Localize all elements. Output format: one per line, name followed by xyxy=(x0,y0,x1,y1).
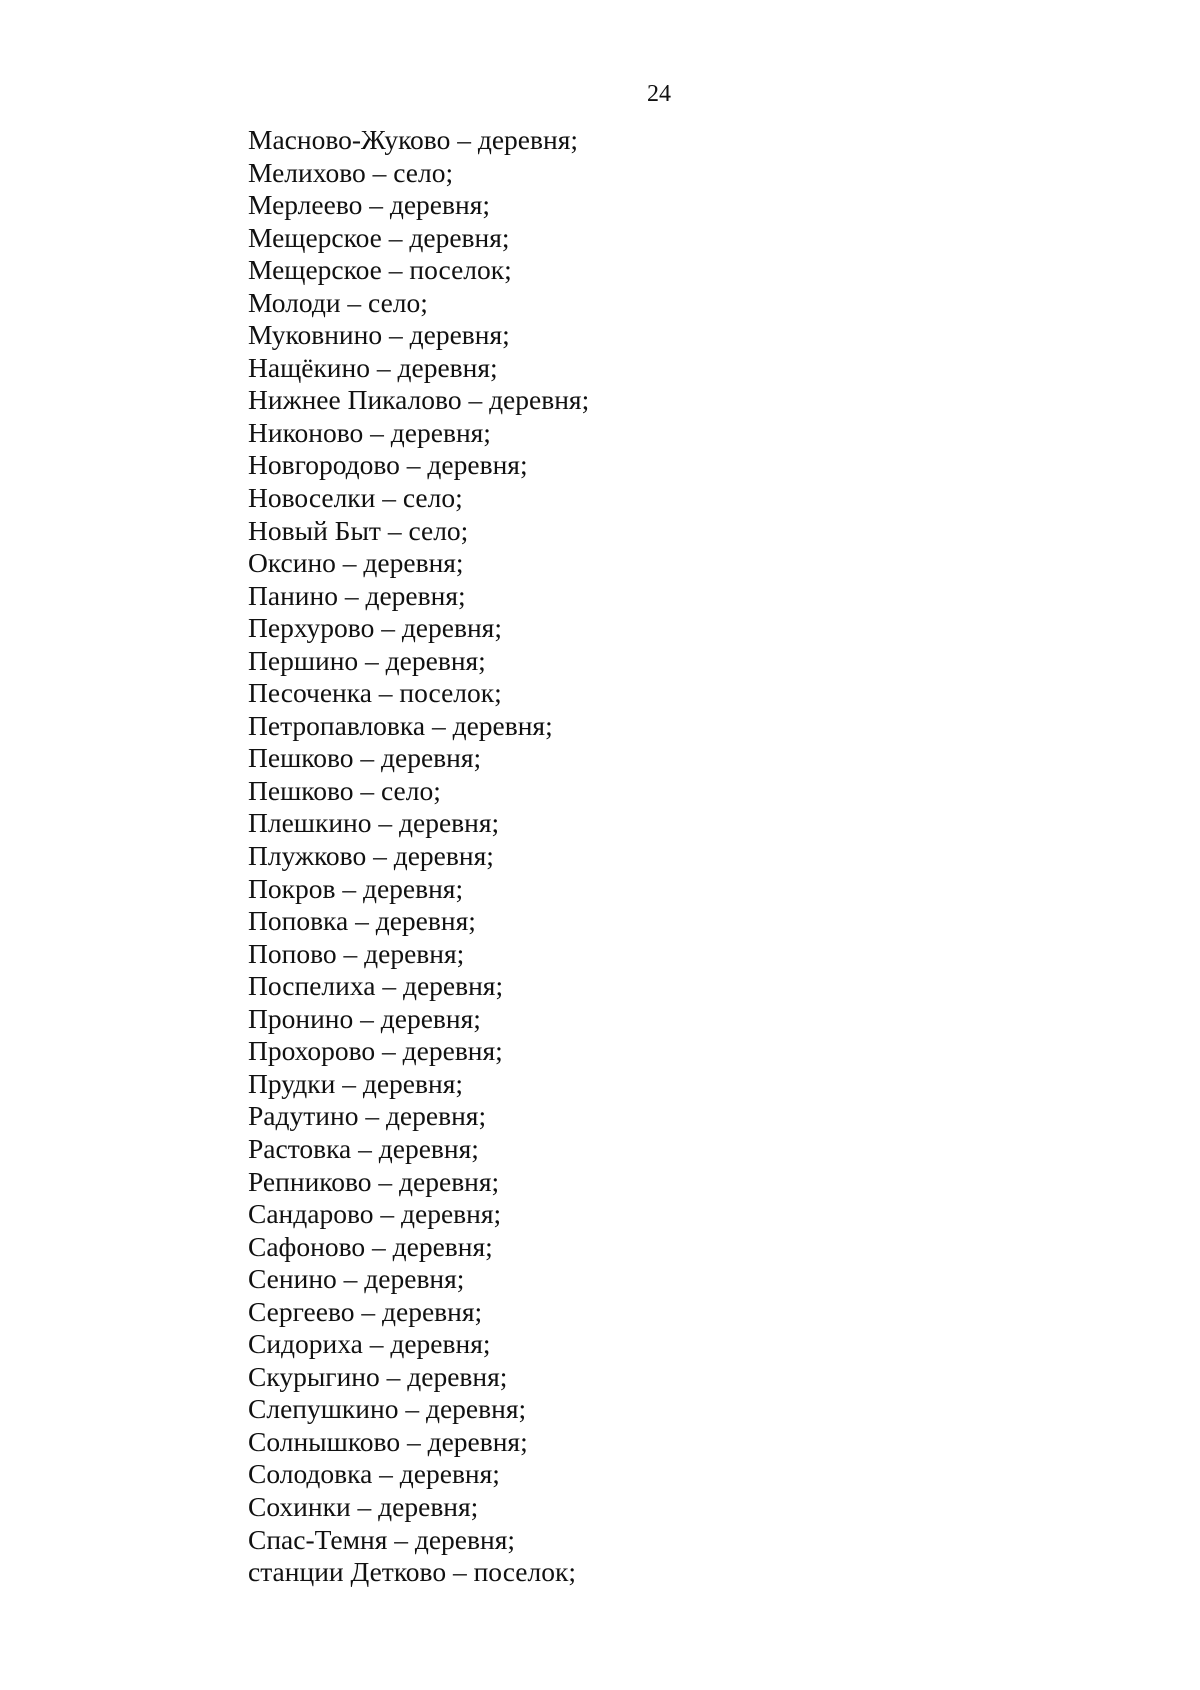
settlement-item: Новый Быт – село; xyxy=(248,514,469,546)
settlement-item: Скурыгино – деревня; xyxy=(248,1360,508,1392)
settlement-item: Пешково – село; xyxy=(248,774,441,806)
settlement-item: Нащёкино – деревня; xyxy=(248,351,498,383)
settlement-item: Песоченка – поселок; xyxy=(248,677,502,709)
settlement-item: Оксино – деревня; xyxy=(248,547,464,579)
settlement-item: Растовка – деревня; xyxy=(248,1132,479,1164)
settlement-item: Сохинки – деревня; xyxy=(248,1490,479,1522)
settlement-item: Спас-Темня – деревня; xyxy=(248,1523,515,1555)
settlement-item: Плужково – деревня; xyxy=(248,840,494,872)
settlement-item: Сандарово – деревня; xyxy=(248,1198,502,1230)
settlement-list xyxy=(248,124,589,1589)
settlement-item: Радутино – деревня; xyxy=(248,1100,487,1132)
settlement-item: Нижнее Пикалово – деревня; xyxy=(248,384,590,416)
settlement-item: Новгородово – деревня; xyxy=(248,449,528,481)
settlement-item: Никоново – деревня; xyxy=(248,416,491,448)
settlement-item: Пешково – деревня; xyxy=(248,742,482,774)
settlement-item: Муковнино – деревня; xyxy=(248,319,510,351)
settlement-item: Мелихово – село; xyxy=(248,156,454,188)
settlement-item: Молоди – село; xyxy=(248,286,428,318)
settlement-item: Сенино – деревня; xyxy=(248,1263,465,1295)
settlement-item: Прохорово – деревня; xyxy=(248,1035,503,1067)
settlement-item: Масново-Жуково – деревня; xyxy=(248,124,578,155)
settlement-item: Новоселки – село; xyxy=(248,482,463,514)
settlement-item: Поповка – деревня; xyxy=(248,905,476,937)
settlement-item: Плешкино – деревня; xyxy=(248,807,500,839)
settlement-item: Репниково – деревня; xyxy=(248,1165,500,1197)
settlement-item: Мещерское – деревня; xyxy=(248,221,510,253)
settlement-item: Перхурово – деревня; xyxy=(248,612,502,644)
settlement-item: Слепушкино – деревня; xyxy=(248,1393,527,1425)
settlement-item: Мещерское – поселок; xyxy=(248,254,512,286)
settlement-item: Петропавловка – деревня; xyxy=(248,709,553,741)
settlement-item: Мерлеево – деревня; xyxy=(248,189,491,221)
settlement-item: Поспелиха – деревня; xyxy=(248,970,504,1002)
settlement-item: станции Детково – поселок; xyxy=(248,1556,576,1588)
page-number: 24 xyxy=(647,81,671,107)
settlement-item: Панино – деревня; xyxy=(248,579,466,611)
settlement-item: Сафоново – деревня; xyxy=(248,1230,493,1262)
settlement-item: Прудки – деревня; xyxy=(248,1067,463,1099)
settlement-item: Сергеево – деревня; xyxy=(248,1295,483,1327)
settlement-item: Солодовка – деревня; xyxy=(248,1458,500,1490)
settlement-item: Попово – деревня; xyxy=(248,937,465,969)
settlement-item: Покров – деревня; xyxy=(248,872,464,904)
settlement-item: Солнышково – деревня; xyxy=(248,1425,528,1457)
settlement-item: Першино – деревня; xyxy=(248,644,486,676)
settlement-item: Сидориха – деревня; xyxy=(248,1328,491,1360)
settlement-item: Пронино – деревня; xyxy=(248,1002,481,1034)
